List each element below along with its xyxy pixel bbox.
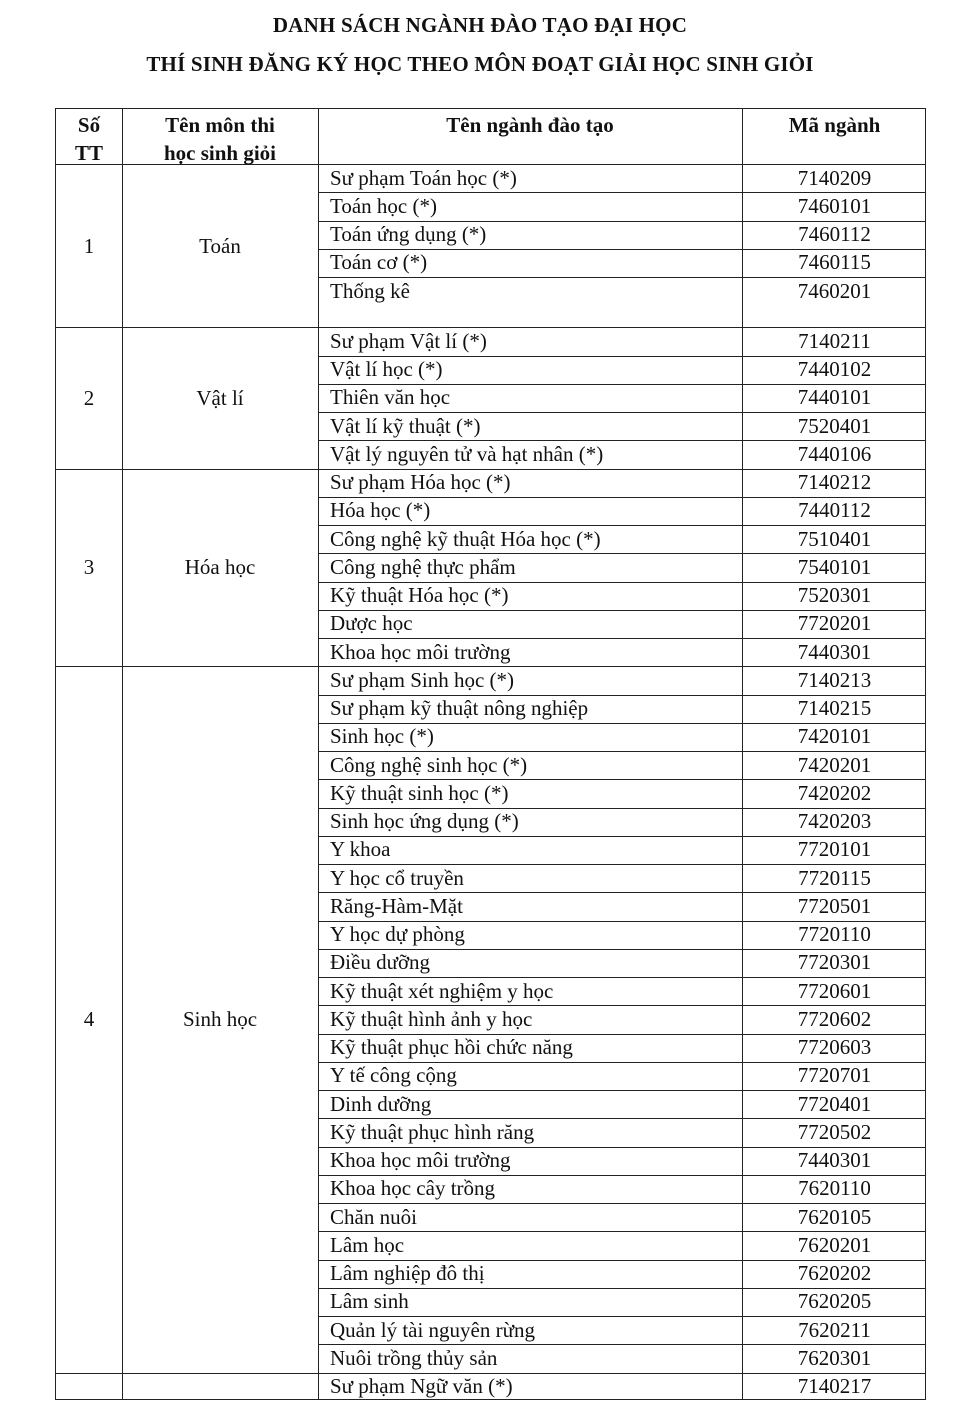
program-code: 7440102 xyxy=(797,357,872,381)
program-code: 7620105 xyxy=(797,1204,872,1229)
program-code: 7720301 xyxy=(797,950,872,975)
document-title-line-1: DANH SÁCH NGÀNH ĐÀO TẠO ĐẠI HỌC xyxy=(272,13,688,37)
program-code: 7540101 xyxy=(797,554,872,579)
program-code: 7460201 xyxy=(797,278,872,303)
program-code: 7140212 xyxy=(797,470,872,494)
program-code: 7420201 xyxy=(797,752,872,777)
program-name: Kỹ thuật sinh học (*) xyxy=(330,780,509,805)
program-name: Sư phạm Sinh học (*) xyxy=(330,667,515,692)
program-code: 7620205 xyxy=(797,1289,872,1314)
program-name: Y học dự phòng xyxy=(330,922,465,946)
program-name: Nuôi trồng thủy sản xyxy=(330,1345,498,1370)
group-subject: Hóa học xyxy=(184,555,256,580)
program-name: Công nghệ thực phẩm xyxy=(330,554,516,579)
program-name: Lâm học xyxy=(330,1232,405,1257)
group-subject: Toán xyxy=(199,233,241,258)
program-code: 7720601 xyxy=(797,978,872,1003)
group-stt: 4 xyxy=(83,1007,95,1032)
program-code: 7720701 xyxy=(797,1063,872,1088)
column-divider-subject xyxy=(318,109,319,1399)
program-code: 7720101 xyxy=(797,837,872,862)
document-title-line-2: THÍ SINH ĐĂNG KÝ HỌC THEO MÔN ĐOẠT GIẢI HỌC SINH GIỎI xyxy=(146,52,814,76)
program-name: Quản lý tài nguyên rừng xyxy=(330,1317,536,1342)
program-code: 7440301 xyxy=(797,1148,872,1172)
program-name: Điều dưỡng xyxy=(330,950,431,975)
program-name: Kỹ thuật xét nghiệm y học xyxy=(330,978,554,1003)
program-name: Sinh học (*) xyxy=(330,724,434,749)
program-name: Kỹ thuật phục hồi chức năng xyxy=(330,1035,573,1059)
program-code: 7520401 xyxy=(797,413,872,438)
program-code: 7140215 xyxy=(797,696,872,720)
program-code: 7440106 xyxy=(797,441,872,466)
program-name: Toán học (*) xyxy=(330,193,437,218)
program-code: 7460101 xyxy=(797,193,872,218)
program-code: 7460112 xyxy=(798,222,871,246)
program-name: Lâm nghiệp đô thị xyxy=(330,1261,485,1285)
program-name: Vật lý nguyên tử và hạt nhân (*) xyxy=(330,441,604,466)
program-code: 7720201 xyxy=(797,611,872,636)
program-code: 7420101 xyxy=(797,724,872,749)
program-name: Y học cổ truyền xyxy=(330,865,464,890)
group-subject: Sinh học xyxy=(182,1007,258,1032)
program-name: Công nghệ kỹ thuật Hóa học (*) xyxy=(330,526,601,551)
program-name: Sư phạm Ngữ văn (*) xyxy=(330,1374,513,1398)
program-code: 7520301 xyxy=(797,583,872,607)
program-name: Y tế công cộng xyxy=(330,1063,457,1088)
program-name: Dược học xyxy=(330,611,413,636)
program-name: Khoa học cây trồng xyxy=(330,1176,496,1201)
program-code: 7620202 xyxy=(797,1261,872,1285)
column-divider-stt xyxy=(122,109,123,1399)
program-code: 7420203 xyxy=(797,809,872,833)
program-code: 7720502 xyxy=(797,1119,872,1144)
program-code: 7720602 xyxy=(797,1006,872,1031)
header-program: Tên ngành đào tạo xyxy=(446,113,614,137)
program-name: Lâm sinh xyxy=(330,1289,409,1314)
program-name: Khoa học môi trường xyxy=(330,639,511,664)
header-subject: Tên môn thi học sinh giỏi xyxy=(163,113,277,165)
program-code: 7140217 xyxy=(797,1374,872,1398)
program-code: 7720501 xyxy=(797,893,872,918)
program-code: 7620211 xyxy=(798,1317,871,1342)
program-name: Dinh dưỡng xyxy=(330,1091,432,1116)
program-code: 7140209 xyxy=(797,165,872,190)
program-name: Vật lí học (*) xyxy=(330,357,443,381)
program-name: Sư phạm kỹ thuật nông nghiệp xyxy=(330,696,589,720)
program-name: Kỹ thuật Hóa học (*) xyxy=(330,583,509,607)
program-name: Răng-Hàm-Mặt xyxy=(330,893,463,918)
program-name: Toán cơ (*) xyxy=(330,250,428,275)
program-name: Chăn nuôi xyxy=(330,1204,417,1229)
group-stt: 1 xyxy=(83,233,95,258)
group-stt: 3 xyxy=(83,555,95,580)
group-stt: 2 xyxy=(83,385,95,410)
program-code: 7720115 xyxy=(798,865,871,890)
program-name: Sinh học ứng dụng (*) xyxy=(330,809,519,833)
program-name: Sư phạm Hóa học (*) xyxy=(330,470,511,494)
program-name: Toán ứng dụng (*) xyxy=(330,222,487,246)
program-name: Vật lí kỹ thuật (*) xyxy=(330,413,481,438)
program-name: Sư phạm Vật lí (*) xyxy=(330,328,487,353)
program-name: Hóa học (*) xyxy=(330,498,431,523)
header-code: Mã ngành xyxy=(788,113,881,137)
program-code: 7720110 xyxy=(798,922,871,946)
program-name: Kỹ thuật hình ảnh y học xyxy=(330,1006,533,1031)
program-code: 7620301 xyxy=(797,1345,872,1370)
program-code: 7440112 xyxy=(798,498,871,523)
program-code: 7620110 xyxy=(798,1176,871,1201)
program-name: Công nghệ sinh học (*) xyxy=(330,752,528,777)
program-code: 7420202 xyxy=(797,780,872,805)
header-stt: Số TT xyxy=(74,113,103,165)
program-code: 7140211 xyxy=(798,328,871,353)
program-name: Thống kê xyxy=(330,278,410,303)
program-code: 7140213 xyxy=(797,667,872,692)
program-name: Khoa học môi trường xyxy=(330,1148,511,1172)
program-code: 7440301 xyxy=(797,639,872,664)
programs-table xyxy=(55,108,926,1400)
group-subject: Vật lí xyxy=(196,385,244,410)
program-name: Kỹ thuật phục hình răng xyxy=(330,1119,535,1144)
program-code: 7440101 xyxy=(797,385,872,410)
program-code: 7620201 xyxy=(797,1232,872,1257)
program-name: Sư phạm Toán học (*) xyxy=(330,165,517,190)
program-code: 7720401 xyxy=(797,1091,872,1116)
program-code: 7510401 xyxy=(797,526,872,551)
program-name: Thiên văn học xyxy=(330,385,451,410)
program-name: Y khoa xyxy=(330,837,391,862)
program-code: 7720603 xyxy=(797,1035,872,1059)
program-code: 7460115 xyxy=(798,250,871,275)
